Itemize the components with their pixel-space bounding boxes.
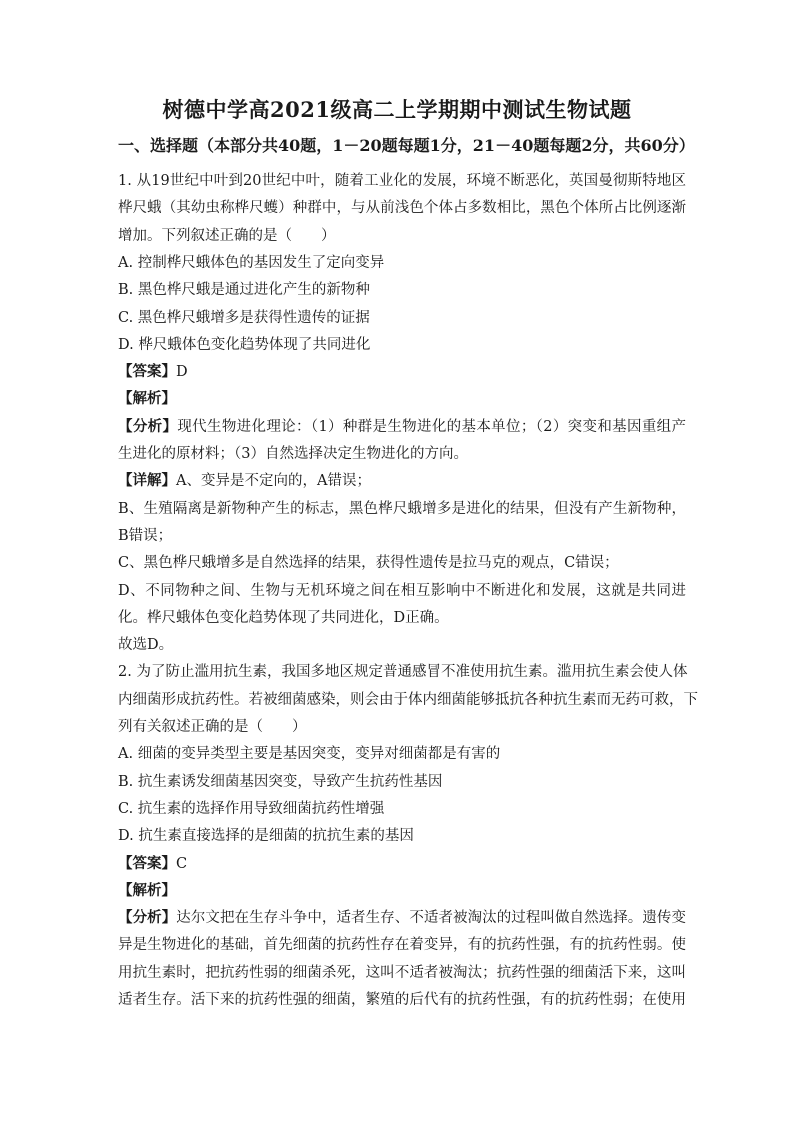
text-line (118, 526, 686, 546)
text-line (118, 471, 686, 491)
line-text: 故选D。 (118, 637, 174, 654)
text-line (118, 826, 686, 846)
text-line (118, 253, 686, 273)
text-line (118, 499, 686, 519)
line-text: 用抗生素时，把抗药性弱的细菌杀死，这叫不适者被淘汰；抗药性强的细菌活下来，这叫 (118, 964, 686, 981)
line-tag: 【详解】 (118, 472, 176, 490)
text-line (118, 308, 686, 328)
text-line (118, 963, 686, 983)
line-text: 达尔文把在生存斗争中，适者生存、不适者被淘汰的过程叫做自然选择。遗传变 (176, 910, 686, 927)
section-heading: 一、选择题（本部分共40题，1－20题每题1分，21－40题每题2分，共60分） (118, 136, 695, 155)
text-line (118, 690, 698, 710)
text-line (118, 662, 686, 682)
line-text: 适者生存。活下来的抗药性强的细菌，繁殖的后代有的抗药性强，有的抗药性弱；在使用 (118, 992, 686, 1008)
text-line (118, 553, 686, 573)
line-text: C. 黑色桦尺蛾增多是获得性遗传的证据 (118, 309, 370, 326)
line-text: A. 控制桦尺蛾体色的基因发生了定向变异 (118, 254, 385, 271)
line-text: B. 黑色桦尺蛾是通过进化产生的新物种 (118, 282, 370, 299)
line-text: C (176, 855, 188, 872)
line-text: C、黑色桦尺蛾增多是自然选择的结果，获得性遗传是拉马克的观点，C错误； (118, 555, 619, 572)
text-line (118, 935, 686, 955)
document-title: 树德中学高2021级高二上学期期中测试生物试题 (162, 97, 632, 122)
line-text: 异是生物进化的基础，首先细菌的抗药性存在着变异，有的抗药性强，有的抗药性弱。使 (118, 937, 686, 954)
text-line (118, 171, 686, 191)
text-line (118, 280, 686, 300)
line-tag: 【分析】 (118, 417, 178, 435)
line-text: B错误； (118, 527, 173, 544)
text-line (118, 799, 686, 819)
text-line (118, 581, 686, 601)
text-line (118, 772, 686, 792)
text-line (118, 854, 686, 874)
line-text: 列有关叙述正确的是（ ） (118, 719, 307, 735)
text-line (118, 908, 686, 928)
line-text: 增加。下列叙述正确的是（ ） (118, 227, 336, 244)
line-text: 生进化的原材料；（3）自然选择决定生物进化的方向。 (118, 446, 468, 462)
text-line (118, 362, 686, 382)
text-line (118, 881, 686, 901)
line-text: B、生殖隔离是新物种产生的标志，黑色桦尺蛾增多是进化的结果，但没有产生新物种， (118, 500, 686, 517)
line-tag: 【解析】 (118, 390, 176, 408)
line-text: D. 抗生素直接选择的是细菌的抗抗生素的基因 (118, 828, 414, 845)
text-line (118, 198, 686, 218)
text-line (118, 389, 686, 409)
line-tag: 【答案】 (118, 363, 176, 381)
line-text: 现代生物进化理论：（1）种群是生物进化的基本单位；（2）突变和基因重组产 (177, 418, 687, 435)
line-tag: 【答案】 (118, 854, 176, 872)
line-text: 1. 从19世纪中叶到20世纪中叶，随着工业化的发展，环境不断恶化，英国曼彻斯特地区 (118, 173, 686, 189)
text-line (118, 744, 686, 764)
text-line (118, 335, 686, 355)
text-line (118, 717, 686, 737)
text-line (118, 444, 686, 464)
line-text: 2. 为了防止滥用抗生素，我国多地区规定普通感冒不准使用抗生素。滥用抗生素会使人体 (118, 664, 688, 681)
line-text: D. 桦尺蛾体色变化趋势体现了共同进化 (118, 336, 371, 353)
line-text: A、变异是不定向的，A错误； (176, 473, 371, 490)
text-line (118, 635, 686, 655)
line-text: D、不同物种之间、生物与无机环境之间在相互影响中不断进化和发展，这就是共同进 (118, 582, 686, 599)
line-text: 桦尺蛾（其幼虫称桦尺蠖）种群中，与从前浅色个体占多数相比，黑色个体所占比例逐渐 (118, 200, 686, 217)
text-line (118, 608, 686, 628)
line-text: B. 抗生素诱发细菌基因突变，导致产生抗药性基因 (118, 773, 443, 790)
line-tag: 【分析】 (118, 909, 177, 927)
line-text: 化。桦尺蛾体色变化趋势体现了共同进化，D正确。 (118, 609, 449, 626)
line-text: D (176, 364, 188, 381)
text-line (118, 417, 686, 437)
line-text: A. 细菌的变异类型主要是基因突变，变异对细菌都是有害的 (118, 746, 501, 763)
text-line (118, 990, 686, 1010)
line-tag: 【解析】 (118, 881, 176, 899)
line-text: C. 抗生素的选择作用导致细菌抗药性增强 (118, 800, 385, 817)
line-text: 内细菌形成抗药性。若被细菌感染，则会由于体内细菌能够抵抗各种抗生素而无药可救，下 (118, 691, 698, 708)
text-line (118, 226, 686, 246)
